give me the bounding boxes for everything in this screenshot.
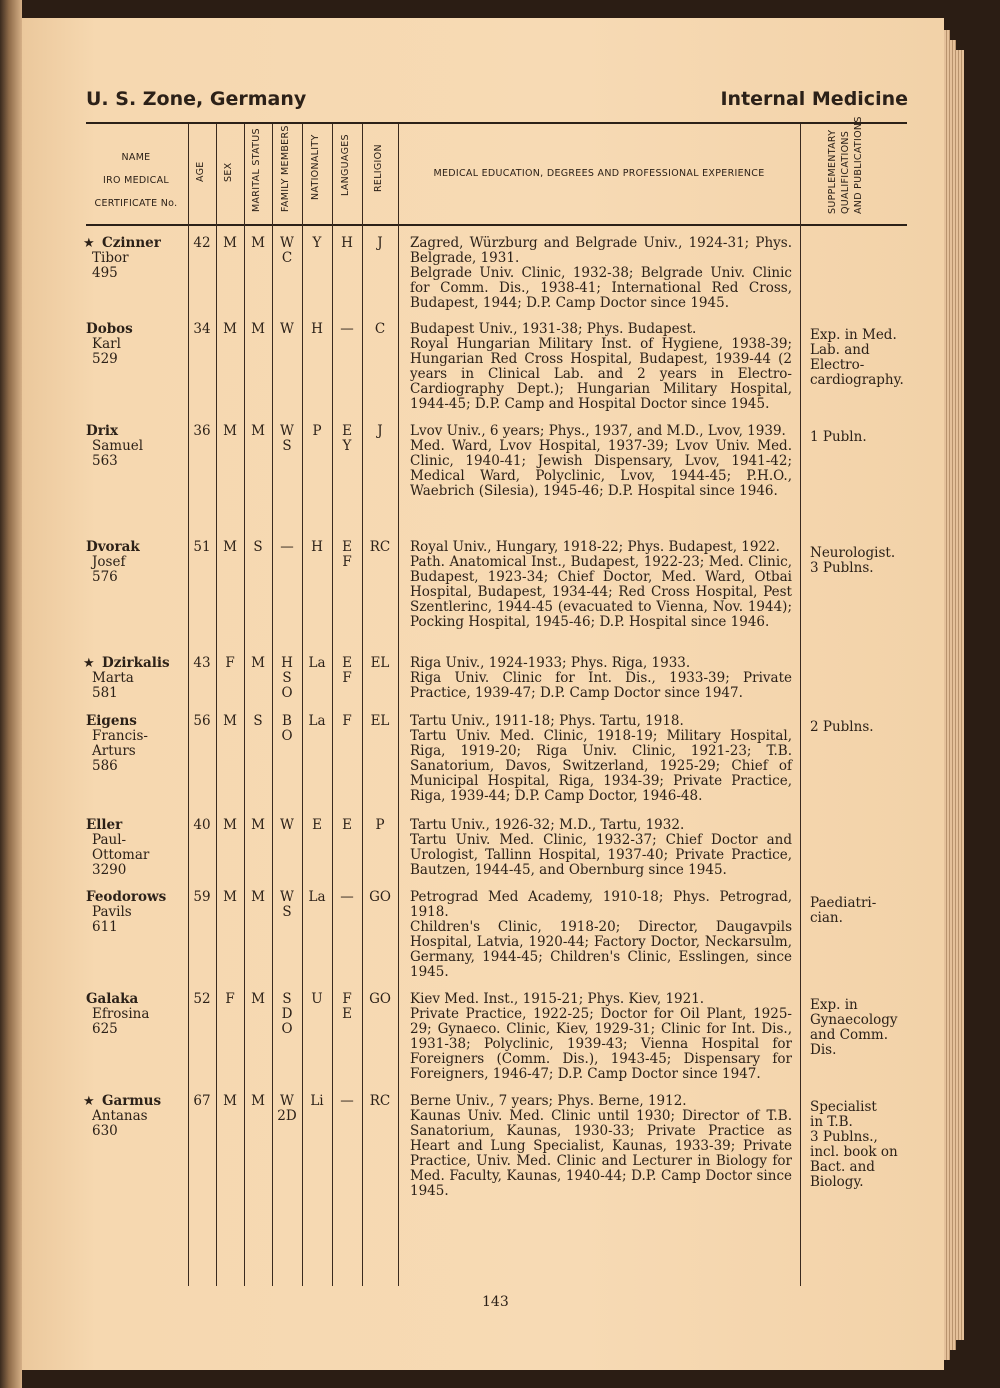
entry-surname: Czinner (102, 235, 161, 251)
entry-age: 52 (193, 991, 211, 1007)
entry-education: Kiev Med. Inst., 1915-21; Phys. Kiev, 1921. Private Practice, 1922-25; Doctor for Oil Plant, 1925-29; Gynaeco. Clinic, Kiev, 1929-31; Clinic for Int. Dis., 1931-38; Polyclinic, 1939-43; Vienna Hospital for Foreigners (Comm. Dis.), 1943-45; Dispensary for Foreigners, 1946-47; D.P. Camp Doctor since 1947. (410, 991, 792, 1082)
entry-supplementary: Neurologist. 3 Publns. (810, 545, 896, 576)
entry-sex: M (223, 539, 237, 555)
entry-supplementary: 1 Publn. (810, 429, 867, 445)
entry-supplementary: Specialist in T.B. 3 Publns., incl. book on Bact. and Biology. (810, 1099, 898, 1190)
entry-languages: E F (342, 655, 352, 686)
entry-nationality: P (312, 423, 322, 439)
entry-religion: RC (369, 539, 391, 555)
entry-surname: Dvorak (86, 539, 140, 555)
header-languages: LANGUAGES (340, 134, 351, 196)
entry-marital: M (251, 1093, 265, 1109)
entry-name (86, 424, 186, 469)
column-rule (216, 124, 217, 1286)
entry-nationality: La (308, 889, 326, 905)
entry-name (86, 992, 186, 1037)
entry-sex: M (223, 713, 237, 729)
star-icon: ★ (83, 236, 95, 251)
entry-family: W C (280, 235, 294, 266)
entry-family: — (280, 539, 294, 555)
entry-given-name: Josef (92, 554, 126, 570)
entry-languages: E (342, 817, 352, 833)
entry-surname: Dzirkalis (102, 655, 170, 671)
entry-sex: M (223, 817, 237, 833)
entry-name (86, 818, 186, 878)
header-name: NAME IRO MEDICAL CERTIFICATE No. (94, 152, 178, 209)
entry-given-name: Marta (92, 670, 134, 686)
entry-sex: M (223, 423, 237, 439)
entry-languages: — (340, 1093, 354, 1109)
entry-name (86, 322, 186, 367)
header-age: AGE (195, 161, 206, 182)
entry-religion: P (375, 817, 385, 833)
table-header-rule (86, 224, 907, 226)
entry-given-name: Samuel (92, 438, 144, 454)
star-icon: ★ (83, 1094, 95, 1109)
entry-religion: J (377, 235, 383, 251)
entry-name (86, 890, 186, 935)
entry-languages: F E (342, 991, 352, 1022)
entry-languages: — (340, 889, 354, 905)
entry-nationality: La (308, 713, 326, 729)
entry-given-name: Pavils (92, 904, 132, 920)
entry-religion: J (377, 423, 383, 439)
entry-age: 43 (193, 655, 211, 671)
entry-certificate-no: 625 (92, 1021, 118, 1037)
entry-religion: GO (369, 991, 391, 1007)
entry-family: W S (280, 423, 294, 454)
entry-religion: EL (370, 655, 390, 671)
entry-nationality: E (312, 817, 322, 833)
entry-surname: Dobos (86, 321, 133, 337)
header-nationality: NATIONALITY (310, 134, 321, 200)
entry-marital: M (251, 423, 265, 439)
column-rule (362, 124, 363, 1286)
header-supplementary: SUPPLEMENTARY QUALIFICATIONS AND PUBLICATIONS (827, 116, 864, 214)
entry-certificate-no: 529 (92, 351, 118, 367)
entry-education: Royal Univ., Hungary, 1918-22; Phys. Budapest, 1922. Path. Anatomical Inst., Budapest, 1922-23; Med. Clinic, Budapest, 1923-34; Chief Doctor, Med. Ward, Otbai Hospital, Budapest, 1934-44; Red Cross Hospital, Pest Szentlerinc, 1944-45 (evacuated to Vienna, Nov. 1944); Pocking Hospital, 1945-46; D.P. Hospital since 1946. (410, 539, 792, 630)
column-rule (302, 124, 303, 1286)
entry-nationality: U (311, 991, 323, 1007)
entry-family: H S O (281, 655, 293, 701)
star-icon: ★ (83, 656, 95, 671)
entry-given-name: Paul- Ottomar (92, 832, 150, 863)
entry-surname: Galaka (86, 991, 139, 1007)
entry-certificate-no: 3290 (92, 862, 127, 878)
entry-age: 42 (193, 235, 211, 251)
entry-age: 36 (193, 423, 211, 439)
entry-marital: M (251, 655, 265, 671)
column-rule (800, 124, 801, 1286)
page-edges (956, 50, 964, 1340)
header-religion: RELIGION (373, 144, 384, 192)
entry-given-name: Antanas (92, 1108, 148, 1124)
entry-family: B O (281, 713, 293, 744)
entry-marital: M (251, 889, 265, 905)
entry-age: 56 (193, 713, 211, 729)
entry-nationality: Li (310, 1093, 324, 1109)
entry-surname: Eller (86, 817, 123, 833)
entry-surname: Drix (86, 423, 118, 439)
entry-marital: M (251, 817, 265, 833)
entry-name (83, 655, 186, 701)
entry-age: 40 (193, 817, 211, 833)
entry-family: S D O (281, 991, 293, 1037)
entry-name (86, 540, 186, 585)
entry-name (86, 714, 186, 774)
entry-given-name: Francis- Arturs (92, 728, 148, 759)
entry-sex: M (223, 889, 237, 905)
entry-languages: — (340, 321, 354, 337)
entry-certificate-no: 586 (92, 758, 118, 774)
entry-supplementary: Exp. in Med. Lab. and Electro-cardiography. (810, 327, 904, 388)
entry-age: 51 (193, 539, 211, 555)
entry-age: 34 (193, 321, 211, 337)
entry-religion: EL (370, 713, 390, 729)
book-spine (0, 0, 22, 1388)
entry-certificate-no: 563 (92, 453, 118, 469)
entry-education: Lvov Univ., 6 years; Phys., 1937, and M.D., Lvov, 1939. Med. Ward, Lvov Hospital, 1937-39; Lvov Univ. Med. Clinic, 1940-41; Jewish Dispensary, Lvov, 1941-42; Medical Ward, Polyclinic, Lvov, 1944-45; P.H.O., Waebrich (Silesia), 1945-46; D.P. Hospital since 1946. (410, 423, 792, 499)
header-marital-status: MARITAL STATUS (251, 128, 262, 212)
header-sex: SEX (223, 162, 234, 182)
entry-sex: M (223, 235, 237, 251)
entry-religion: RC (369, 1093, 391, 1109)
entry-sex: M (223, 321, 237, 337)
entry-name (83, 235, 186, 281)
entry-certificate-no: 630 (92, 1123, 118, 1139)
entry-supplementary: Paediatri- cian. (810, 895, 877, 926)
entry-marital: M (251, 235, 265, 251)
entry-education: Tartu Univ., 1911-18; Phys. Tartu, 1918. Tartu Univ. Med. Clinic, 1918-19; Military Hospital, Riga, 1919-20; Riga Univ. Clinic, 1921-23; T.B. Sanatorium, Davos, Switzerland, 1925-29; Chief of Municipal Hospital, Riga, 1934-39; Private Practice, Riga, 1939-44; D.P. Camp Doctor, 1946-48. (410, 713, 792, 804)
entry-education: Budapest Univ., 1931-38; Phys. Budapest. Royal Hungarian Military Inst. of Hygiene, 1938-39; Hungarian Red Cross Hospital, Budapest, 1939-44 (2 years in Clinical Lab. and 2 years in Electro-Cardiography Dept.); Hungarian Military Hospital, 1944-45; D.P. Camp and Hospital Doctor since 1945. (410, 321, 792, 412)
entry-languages: E F (342, 539, 352, 570)
header-family-members: FAMILY MEMBERS (280, 125, 291, 212)
entry-nationality: H (311, 321, 323, 337)
entry-surname: Garmus (102, 1093, 162, 1109)
column-rule (332, 124, 333, 1286)
entry-surname: Eigens (86, 713, 137, 729)
entry-family: W S (280, 889, 294, 920)
entry-marital: S (253, 539, 263, 555)
entry-education: Zagred, Würzburg and Belgrade Univ., 1924-31; Phys. Belgrade, 1931. Belgrade Univ. Clinic, 1932-38; Belgrade Univ. Clinic for Comm. Dis., 1938-41; International Red Cross, Budapest, 1944; D.P. Camp Doctor since 1945. (410, 235, 792, 311)
entry-certificate-no: 611 (92, 919, 118, 935)
entry-given-name: Karl (92, 336, 121, 352)
entry-surname: Feodorows (86, 889, 167, 905)
entry-languages: F (342, 713, 352, 729)
entry-languages: E Y (342, 423, 352, 454)
entry-nationality: La (308, 655, 326, 671)
entry-certificate-no: 576 (92, 569, 118, 585)
entry-religion: GO (369, 889, 391, 905)
entry-religion: C (374, 321, 386, 337)
entry-sex: M (223, 1093, 237, 1109)
entry-languages: H (341, 235, 353, 251)
entry-family: W (280, 321, 294, 337)
header-education: MEDICAL EDUCATION, DEGREES AND PROFESSIONAL EXPERIENCE (433, 168, 765, 179)
page-number: 143 (482, 1294, 509, 1310)
entry-family: W 2D (277, 1093, 297, 1124)
entry-sex: F (225, 991, 235, 1007)
entry-supplementary: Exp. in Gynaecology and Comm. Dis. (810, 997, 898, 1058)
entry-nationality: Y (312, 235, 322, 251)
entry-name (83, 1093, 186, 1139)
table-top-rule (86, 122, 907, 124)
entry-education: Petrograd Med Academy, 1910-18; Phys. Petrograd, 1918. Children's Clinic, 1918-20; Director, Daugavpils Hospital, Latvia, 1920-44; Factory Doctor, Neckarsulm, Germany, 1944-45; Children's Clinic, Esslingen, since 1945. (410, 889, 792, 980)
entry-nationality: H (311, 539, 323, 555)
column-rule (188, 124, 189, 1286)
entry-given-name: Efrosina (92, 1006, 150, 1022)
entry-given-name: Tibor (92, 250, 129, 266)
entry-age: 67 (193, 1093, 211, 1109)
entry-sex: F (225, 655, 235, 671)
column-rule (244, 124, 245, 1286)
entry-education: Riga Univ., 1924-1933; Phys. Riga, 1933. Riga Univ. Clinic for Int. Dis., 1933-39; Private Practice, 1939-47; D.P. Camp Doctor since 1947. (410, 655, 792, 701)
entry-education: Tartu Univ., 1926-32; M.D., Tartu, 1932. Tartu Univ. Med. Clinic, 1932-37; Chief Doctor and Urologist, Tallinn Hospital, 1937-40; Private Practice, Bautzen, 1944-45, and Obernburg since 1945. (410, 817, 792, 878)
column-rule (398, 124, 399, 1286)
page-header-section: Internal Medicine (720, 88, 908, 110)
entry-marital: M (251, 321, 265, 337)
entry-supplementary: 2 Publns. (810, 719, 874, 735)
entry-certificate-no: 495 (92, 265, 118, 281)
entry-family: W (280, 817, 294, 833)
entry-marital: S (253, 713, 263, 729)
entry-marital: M (251, 991, 265, 1007)
entry-certificate-no: 581 (92, 685, 118, 701)
page-header-zone: U. S. Zone, Germany (86, 88, 307, 110)
entry-education: Berne Univ., 7 years; Phys. Berne, 1912. Kaunas Univ. Med. Clinic until 1930; Director of T.B. Sanatorium, Kaunas, 1930-33; Private Practice as Heart and Lung Specialist, Kaunas, 1933-39; Private Practice, Univ. Med. Clinic and Lecturer in Biology for Med. Faculty, Kaunas, 1940-44; D.P. Camp Doctor since 1945. (410, 1093, 792, 1199)
entry-age: 59 (193, 889, 211, 905)
